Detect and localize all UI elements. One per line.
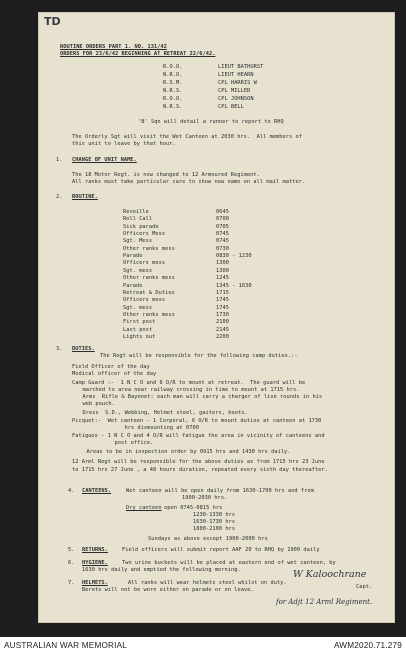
routine-item: Parade	[123, 282, 143, 289]
routine-item: Officers mess	[123, 297, 166, 304]
signature-rank: Capt.	[356, 584, 373, 590]
wet-canteen-line-2: 1900-2030 hrs.	[182, 495, 228, 501]
dry-canteen-time: 1230-1330 hrs	[193, 512, 236, 518]
heading-line-2: ORDERS FOR 23/6/42 BEGINNING AT RETREAT 22/6/42.	[60, 51, 216, 57]
duties-line: Areas to be in inspection order by 0915 hrs and 1430 hrs daily.	[80, 449, 291, 455]
routine-time: 0700	[216, 216, 229, 223]
footer-bar	[0, 637, 406, 653]
duties-line: web pouch.	[76, 401, 115, 407]
orderly-line-2: this unit to leave by that hour.	[72, 141, 176, 147]
roster-name: CPL BELL	[218, 104, 244, 110]
section-title-helmets: HELMETS.	[82, 580, 108, 586]
routine-item: Sgt. mess	[123, 267, 153, 274]
routine-item: Parade	[123, 253, 143, 260]
roster-role: N.R.S.	[163, 88, 183, 94]
section-number: 6.	[68, 560, 75, 566]
duties-line: Arms Rifle & Bayonet: each man will carry a charger of live rounds in his	[76, 394, 323, 400]
routine-item: Other ranks mess	[123, 245, 175, 252]
duties-line: post office.	[108, 440, 154, 446]
routine-item: Sgt. Mess	[123, 238, 153, 245]
section-title-canteens: CANTEENS.	[82, 488, 112, 494]
wet-canteen-line-1: Wet canteen will be open daily from 1630-1700 hrs and from	[126, 488, 314, 494]
routine-item: Other ranks mess	[123, 311, 175, 318]
roster-role: N.R.S.	[163, 104, 183, 110]
hygiene-line-2: 1630 hrs daily and emptied the following morning.	[82, 567, 241, 573]
routine-time: 1730	[216, 311, 229, 318]
duties-line: marched to area near railway crossing in time to mount at 1715 hrs.	[76, 387, 300, 393]
routine-time: 0645	[216, 209, 229, 215]
sunday-hours: Sundays as above except 1900-2000 hrs	[148, 536, 268, 542]
roster-name: CPL JOHNSON	[218, 96, 254, 102]
roster-role: N.R.O.	[163, 72, 183, 78]
heading-line-1: ROUTINE ORDERS PART 1. NO. 131/42	[60, 44, 167, 50]
routine-time: 1715	[216, 289, 229, 296]
helmets-line-1: All ranks will wear helmets steel whilst on duty.	[128, 580, 287, 586]
section-number: 7.	[68, 580, 75, 586]
duties-line: Field Officer of the day	[72, 364, 150, 370]
routine-time: 1745	[216, 297, 229, 304]
routine-item: Other ranks mess	[123, 275, 175, 282]
routine-time: 0745	[216, 231, 229, 238]
routine-item: Officers Mess	[123, 231, 166, 238]
dry-canteen-time: 1800-2100 hrs	[193, 526, 236, 532]
dry-canteen-label: Dry canteen	[126, 505, 162, 511]
section-number: 5.	[68, 547, 75, 553]
roster-name: CPL MILLER	[218, 88, 251, 94]
footer-accession-number: AWM2020.71.279	[333, 641, 402, 650]
section-title-duties: DUTIES.	[72, 346, 95, 352]
roster-role: R.O.O.	[163, 64, 183, 70]
routine-time: 0745	[216, 238, 229, 245]
helmets-line-2: Berets will not be worn either on parade or on leave.	[82, 587, 254, 593]
roster-name: CPL HARRIS W	[218, 80, 257, 86]
duties-line: Medical officer of the day	[72, 371, 157, 377]
roster-name: LIEUT HEARN	[218, 72, 254, 78]
duties-line: Dress S.D., Webbing, Helmet steel, gaiters, boots.	[76, 410, 248, 416]
document-page	[38, 12, 395, 623]
section-title-hygiene: HYGIENE.	[82, 560, 108, 566]
duties-line: The Regt will be responsible for the following camp duties.:-	[100, 353, 298, 359]
section-1-line-2: All ranks must take particular care to show new name on all mail matter.	[72, 179, 306, 185]
duties-line: hrs dismounting at 0700	[118, 425, 199, 431]
routine-item: Last post	[123, 326, 153, 333]
routine-item: First post	[123, 319, 156, 326]
section-1-line-1: The 18 Motor Regt. is now changed to 12 Armoured Regiment.	[72, 172, 260, 178]
routine-item: Sick parade	[123, 223, 159, 230]
duties-line: Camp Guard :- 1 N C O and 6 O/R to mount at retreat. The guard will be	[72, 380, 306, 386]
routine-time: 0730	[216, 245, 229, 252]
routine-item: Lights out	[123, 333, 156, 340]
hygiene-line-1: Two urine buckets will be placed at eastern end of wet canteen, by	[122, 560, 336, 566]
returns-text: Field officers will submit report AAF 20 to RHQ by 1900 daily	[122, 547, 320, 553]
routine-item: Sgt. mess	[123, 304, 153, 311]
routine-time: 2145	[216, 326, 229, 333]
runner-line: 'B' Sqn will detail a runner to report to RHQ	[138, 119, 284, 125]
routine-item: Retreat & Duties	[123, 289, 175, 296]
dry-canteen-first: open 0745-0815 hrs	[164, 505, 223, 511]
duties-line: to 1715 hrs 27 June , a 48 hours duration, repeated every sixth day thereafter.	[72, 467, 328, 473]
roster-role: R.O.O.	[163, 96, 183, 102]
orderly-line-1: The Orderly Sgt will visit the Wet Canteen at 2030 hrs. All members of	[72, 134, 302, 140]
footer-institution: AUSTRALIAN WAR MEMORIAL	[4, 641, 128, 650]
section-number: 3.	[56, 346, 63, 352]
roster-role: R.S.M.	[163, 80, 183, 86]
section-title-change-of-name: CHANGE OF UNIT NAME.	[72, 157, 137, 163]
roster-name: LIEUT BATHURST	[218, 64, 264, 70]
routine-time: 1245	[216, 275, 229, 282]
routine-time: 2200	[216, 333, 229, 340]
routine-time: 1345 - 1630	[216, 282, 252, 289]
section-number: 4.	[68, 488, 75, 494]
signature: W Kaloochrane	[293, 569, 367, 580]
routine-time: 1300	[216, 267, 229, 274]
section-number: 1.	[56, 157, 63, 163]
routine-item: Reveille	[123, 209, 149, 215]
dry-canteen-time: 1630-1730 hrs	[193, 519, 236, 525]
routine-time: 0705	[216, 223, 229, 230]
handwritten-reference: TD	[44, 15, 61, 28]
routine-item: Officers mess	[123, 260, 166, 267]
routine-time: 1745	[216, 304, 229, 311]
duties-line: Picquet:- Wet canteen - 1 Corporal, 6 O/R to mount duties at canteen at 1730	[72, 418, 322, 424]
routine-time: 2100	[216, 319, 229, 326]
routine-time: 0830 - 1230	[216, 253, 252, 260]
routine-item: Roll Call	[123, 216, 153, 223]
routine-time: 1300	[216, 260, 229, 267]
duties-line: Fatigues - 1 N C O and 4 O/R will fatigue the area in vicinity of canteens and	[72, 433, 325, 439]
duties-line: 12 Arml Regt will be responsible for the above duties as from 1715 hrs 23 June	[72, 459, 325, 465]
section-title-routine: ROUTINE.	[72, 194, 98, 200]
signature-block: for Adjt 12 Arml Regiment.	[276, 598, 373, 606]
section-number: 2.	[56, 194, 63, 200]
section-title-returns: RETURNS.	[82, 547, 108, 553]
